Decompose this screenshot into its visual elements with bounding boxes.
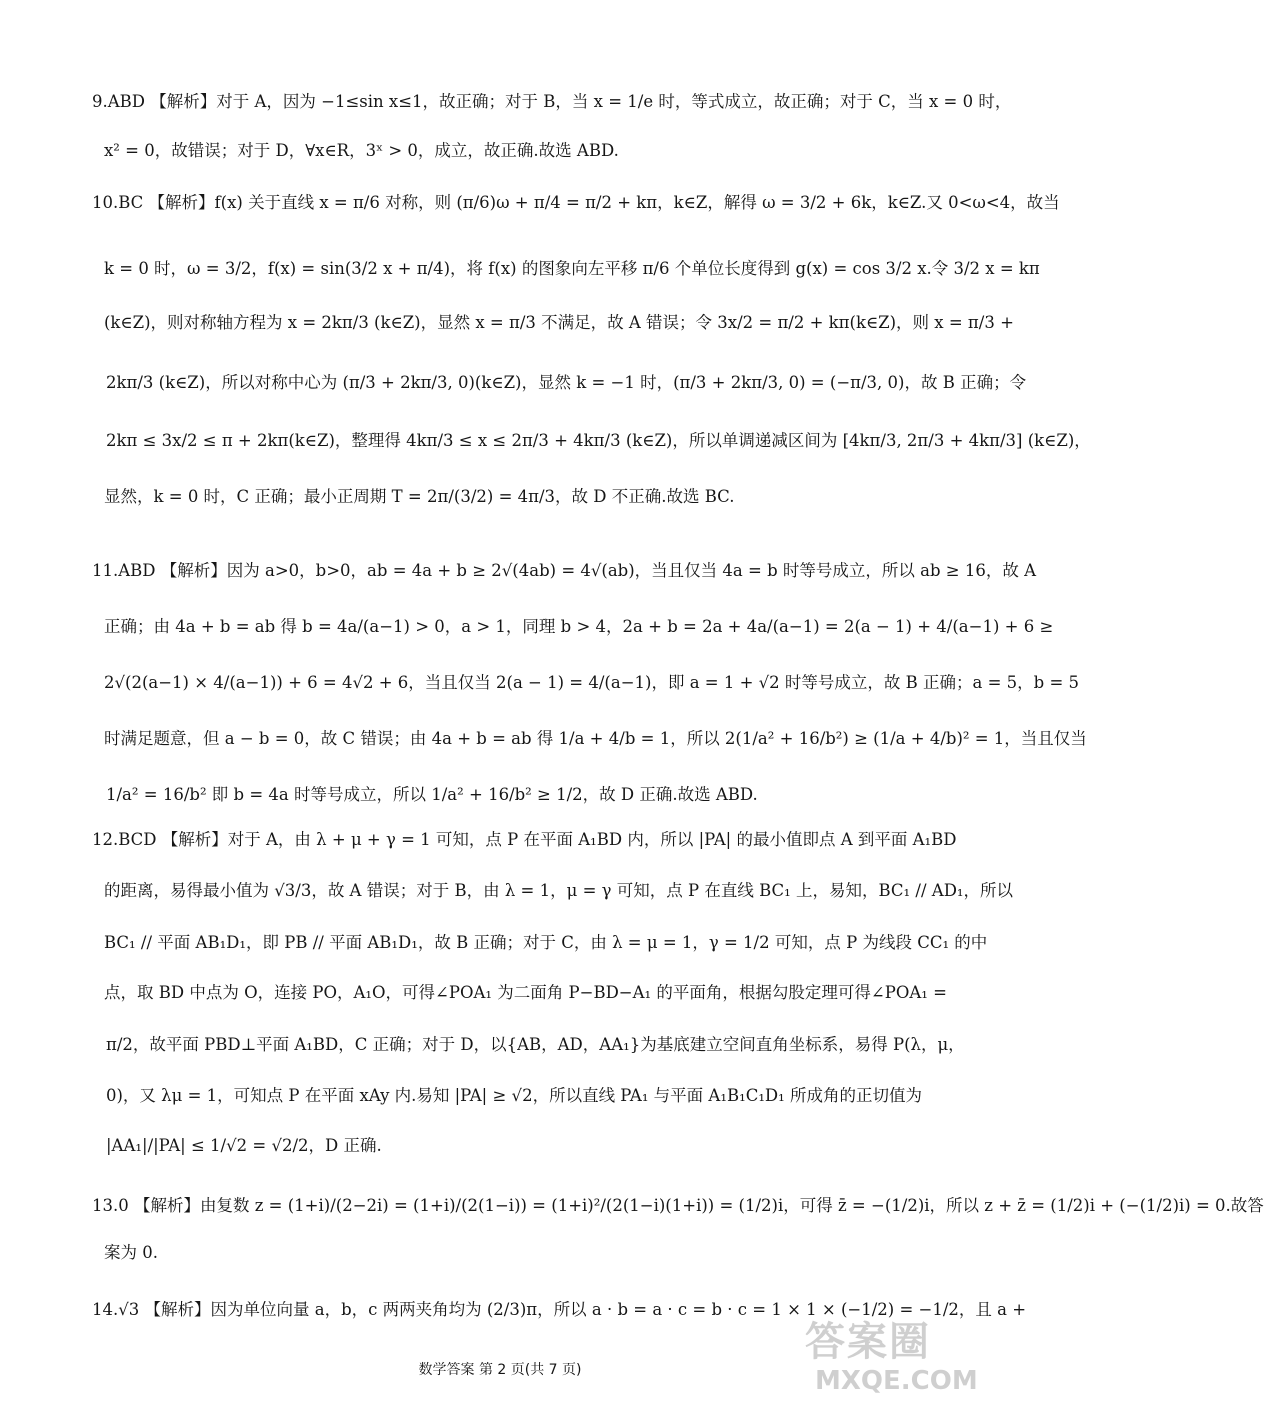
q13-line-2: 案为 0.	[104, 1243, 158, 1262]
q11-line-2: 正确；由 4a + b = ab 得 b = 4a/(a−1) > 0，a > 1，同理 b > 4，2a + b = 2a + 4a/(a−1) = 2(a − 1) + 4/(a−1) + 6 ≥	[104, 617, 1054, 636]
q10-line-3: (k∈Z)，则对称轴方程为 x = 2kπ/3 (k∈Z)，显然 x = π/3 不满足，故 A 错误；令 3x/2 = π/2 + kπ(k∈Z)，则 x = π/3 +	[104, 313, 1014, 332]
q12-line-3: BC₁ // 平面 AB₁D₁，即 PB // 平面 AB₁D₁，故 B 正确；对于 C，由 λ = μ = 1，γ = 1/2 可知，点 P 为线段 CC₁ 的中	[104, 933, 988, 952]
q12-line-6: 0)，又 λμ = 1，可知点 P 在平面 xAy 内.易知 |PA| ≥ √2，所以直线 PA₁ 与平面 A₁B₁C₁D₁ 所成角的正切值为	[106, 1086, 923, 1105]
q10-line-1: 10.BC 【解析】f(x) 关于直线 x = π/6 对称，则 (π/6)ω + π/4 = π/2 + kπ，k∈Z，解得 ω = 3/2 + 6k，k∈Z.又 0<ω<4，故当	[92, 193, 1060, 212]
page-footer: 数学答案 第 2 页(共 7 页)	[418, 1362, 582, 1378]
q10-line-6: 显然，k = 0 时，C 正确；最小正周期 T = 2π/(3/2) = 4π/3，故 D 不正确.故选 BC.	[104, 487, 735, 506]
q10-line-4: 2kπ/3 (k∈Z)，所以对称中心为 (π/3 + 2kπ/3, 0)(k∈Z)，显然 k = −1 时，(π/3 + 2kπ/3, 0) = (−π/3, 0)，故 B 正确；令	[106, 373, 1027, 392]
q12-line-1: 12.BCD 【解析】对于 A，由 λ + μ + γ = 1 可知，点 P 在平面 A₁BD 内，所以 |PA| 的最小值即点 A 到平面 A₁BD	[92, 830, 957, 849]
watermark-en: MXQE.COM	[815, 1366, 978, 1396]
q11-line-4: 时满足题意，但 a − b = 0，故 C 错误；由 4a + b = ab 得 1/a + 4/b = 1，所以 2(1/a² + 16/b²) ≥ (1/a + 4/b)² = 1，当且仅当	[104, 729, 1087, 748]
q12-line-7: |AA₁|/|PA| ≤ 1/√2 = √2/2，D 正确.	[106, 1136, 382, 1155]
q10-line-5: 2kπ ≤ 3x/2 ≤ π + 2kπ(k∈Z)，整理得 4kπ/3 ≤ x ≤ 2π/3 + 4kπ/3 (k∈Z)，所以单调递减区间为 [4kπ/3, 2π/3 + 4kπ/3] (k∈Z)，	[106, 431, 1091, 450]
watermark-cn: 答案圈	[805, 1319, 931, 1365]
q12-line-4: 点，取 BD 中点为 O，连接 PO，A₁O，可得∠POA₁ 为二面角 P−BD−A₁ 的平面角，根据勾股定理可得∠POA₁ =	[104, 983, 947, 1002]
watermark-logo	[795, 1318, 985, 1398]
q11-line-5: 1/a² = 16/b² 即 b = 4a 时等号成立，所以 1/a² + 16/b² ≥ 1/2，故 D 正确.故选 ABD.	[106, 785, 758, 804]
q9-line-1: 9.ABD 【解析】对于 A，因为 −1≤sin x≤1，故正确；对于 B，当 x = 1/e 时，等式成立，故正确；对于 C，当 x = 0 时，	[92, 92, 1012, 111]
q11-line-1: 11.ABD 【解析】因为 a>0，b>0，ab = 4a + b ≥ 2√(4ab) = 4√(ab)，当且仅当 4a = b 时等号成立，所以 ab ≥ 16，故 A	[92, 561, 1036, 580]
q9-line-2: x² = 0，故错误；对于 D，∀x∈R，3ˣ > 0，成立，故正确.故选 ABD.	[104, 141, 619, 160]
q10-line-2: k = 0 时，ω = 3/2，f(x) = sin(3/2 x + π/4)，将 f(x) 的图象向左平移 π/6 个单位长度得到 g(x) = cos 3/2 x.令 3/2 x = kπ	[104, 259, 1040, 278]
q11-line-3: 2√(2(a−1) × 4/(a−1)) + 6 = 4√2 + 6，当且仅当 2(a − 1) = 4/(a−1)，即 a = 1 + √2 时等号成立，故 B 正确；a = 5，b = 5	[104, 673, 1080, 692]
q12-line-5: π/2，故平面 PBD⊥平面 A₁BD，C 正确；对于 D，以{AB，AD，AA₁}为基底建立空间直角坐标系，易得 P(λ，μ，	[106, 1035, 965, 1054]
q12-line-2: 的距离，易得最小值为 √3/3，故 A 错误；对于 B，由 λ = 1，μ = γ 可知，点 P 在直线 BC₁ 上，易知，BC₁ // AD₁，所以	[104, 881, 1014, 900]
q13-line-1: 13.0 【解析】由复数 z = (1+i)/(2−2i) = (1+i)/(2(1−i)) = (1+i)²/(2(1−i)(1+i)) = (1/2)i，可得 z̄ = −(1/2)i，所以 z + z̄ = (1/2)i + (−(1/2)i) = 0.故答	[92, 1196, 1264, 1215]
q14-line-1: 14.√3 【解析】因为单位向量 a，b，c 两两夹角均为 (2/3)π，所以 a · b = a · c = b · c = 1 × 1 × (−1/2) = −1/2，且 a +	[92, 1300, 1027, 1319]
